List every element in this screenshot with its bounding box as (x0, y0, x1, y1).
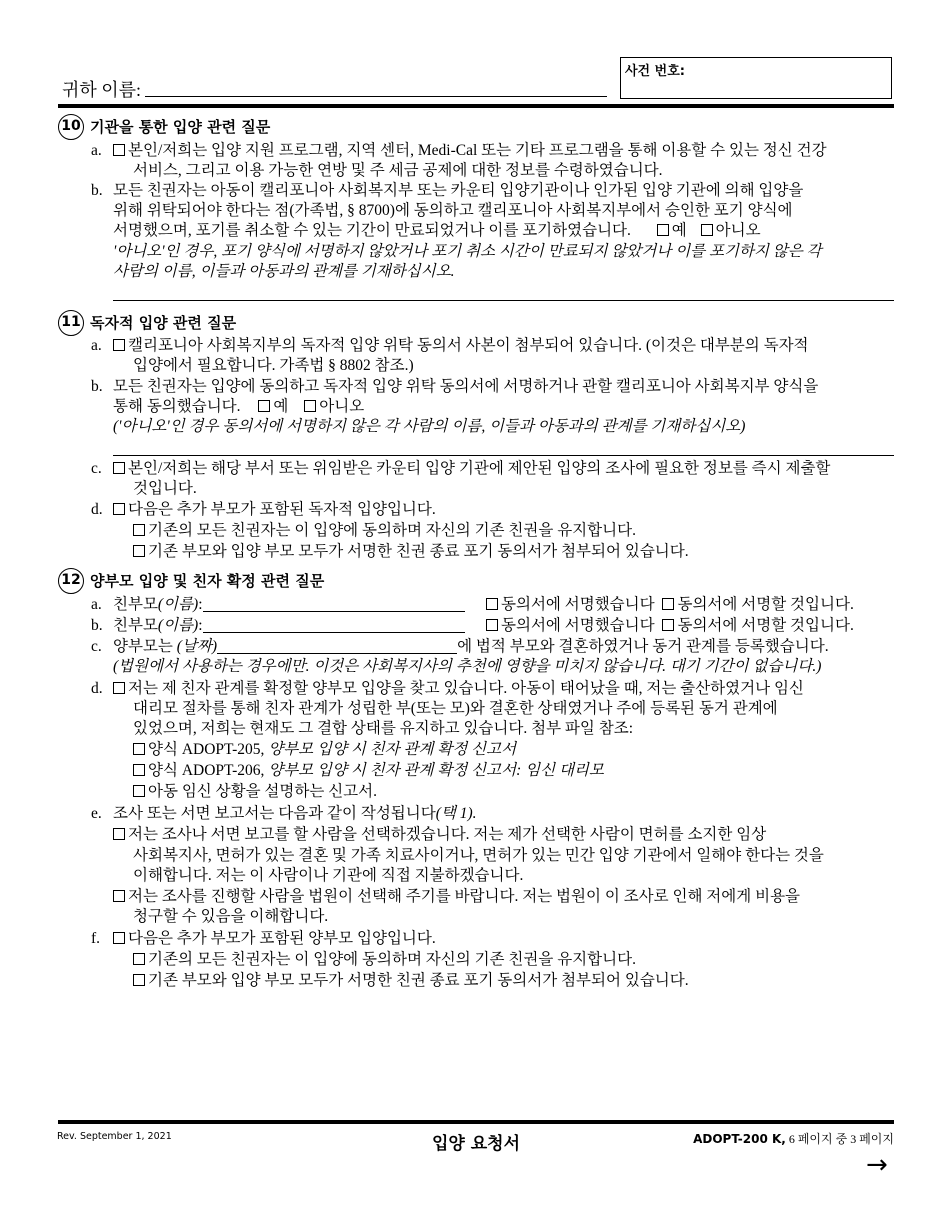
s12-d-option3-text: 아동 임신 상황을 설명하는 신고서. (148, 783, 377, 800)
s11-b-line2-text: 통해 동의했습니다. (113, 398, 241, 415)
s12-d-option2-form: 양식 ADOPT-206, (148, 762, 269, 779)
s11-d-letter: d. (91, 501, 103, 518)
s12-d-option3-checkbox[interactable] (133, 785, 145, 797)
s12-e-option1-line1 (113, 825, 766, 845)
s12-a-will-sign-checkbox[interactable] (662, 598, 674, 610)
s11-c-checkbox[interactable] (113, 462, 125, 474)
s12-f-option2 (133, 971, 689, 991)
s11-d-option1 (133, 521, 636, 541)
s12-e-option2-checkbox[interactable] (113, 890, 125, 902)
s12-f-checkbox[interactable] (113, 932, 125, 944)
s12-c-note: (법원에서 사용하는 경우에만. 이것은 사회복지사의 추천에 영향을 미치지 않습니다. 대기 기간이 없습니다.) (113, 658, 822, 675)
section-11-number: 11 (58, 310, 84, 336)
s12-d-text: 저는 제 친자 관계를 확정할 양부모 입양을 찾고 있습니다. 아동이 태어났을 때, 저는 출산하였거나 임신 (128, 680, 804, 697)
s12-f-option1 (133, 950, 636, 970)
s12-e-option1-line3: 이해합니다. 저는 이 사람이나 기관에 직접 지불하겠습니다. (133, 867, 524, 884)
section-12-number: 12 (58, 568, 84, 594)
s11-d-option2 (133, 542, 689, 562)
s11-d-option2-checkbox[interactable] (133, 545, 145, 557)
s12-e-option2-line2: 청구할 수 있음을 이해합니다. (133, 908, 329, 925)
s12-f-option1-text: 기존의 모든 친권자는 이 입양에 동의하며 자신의 기존 친권을 유지합니다. (148, 951, 636, 968)
s10-b-line3 (113, 221, 761, 241)
s12-d-option2 (133, 761, 604, 781)
s11-b-no-label: 아니오 (319, 398, 365, 415)
s12-f-option2-checkbox[interactable] (133, 974, 145, 986)
s12-d-option1-checkbox[interactable] (133, 743, 145, 755)
s12-d-letter: d. (91, 680, 103, 697)
case-number-label: 사건 번호: (625, 64, 685, 79)
s11-c-line1 (113, 459, 830, 479)
s12-f-line1 (113, 929, 436, 949)
s11-d-checkbox[interactable] (113, 503, 125, 515)
section-12-title: 양부모 입양 및 친자 확정 관련 질문 (90, 572, 325, 590)
s12-e-option2-text: 저는 조사를 진행할 사람을 법원이 선택해 주기를 바랍니다. 저는 법원이 이 조사로 인해 저에게 비용을 (128, 888, 801, 905)
footer-revision: Rev. September 1, 2021 (57, 1131, 172, 1142)
section-10-number: 10 (58, 114, 84, 140)
s10-a-checkbox[interactable] (113, 144, 125, 156)
s11-b-note: ('아니오'인 경우 동의서에 서명하지 않은 각 사람의 이름, 이들과 아동과의 관계를 기재하십시오) (113, 418, 746, 435)
s12-a-row (113, 595, 465, 615)
s12-e-option1-line2: 사회복지사, 면허가 있는 결혼 및 가족 치료사이거나, 면허가 있는 민간 입양 기관에서 일해야 한다는 것을 (133, 847, 824, 864)
s12-d-option2-title: 양부모 입양 시 친자 관계 확정 신고서: 임신 대리모 (268, 762, 604, 779)
s10-b-line2: 위해 위탁되어야 한다는 점(가족법, § 8700)에 동의하고 캘리포니아 사회복지부에서 승인한 포기 양식에 (113, 202, 793, 219)
s12-a-name-hint: (이름) (157, 596, 199, 613)
s12-d-option2-checkbox[interactable] (133, 764, 145, 776)
s11-d-text: 다음은 추가 부모가 포함된 독자적 입양입니다. (128, 501, 436, 518)
s11-b-answer-line[interactable] (113, 455, 894, 456)
s12-e-line1 (113, 804, 477, 824)
s10-b-line3-text: 서명했으며, 포기를 취소할 수 있는 기간이 만료되었거나 이를 포기하였습니다. (113, 222, 631, 239)
s11-d-option2-text: 기존 부모와 입양 부모 모두가 서명한 친권 종료 포기 동의서가 첨부되어 있습니다. (148, 543, 689, 560)
s12-d-option3 (133, 782, 377, 802)
s10-b-yes-label: 예 (671, 222, 687, 239)
s12-c-post: 에 법적 부모와 결혼하였거나 동거 관계를 등록했습니다. (457, 638, 829, 655)
s12-c-row (113, 637, 829, 657)
s12-a-will-sign-label: 동의서에 서명할 것입니다. (677, 596, 854, 613)
s10-a-text: 본인/저희는 입양 지원 프로그램, 지역 센터, Medi-Cal 또는 기타 프로그램을 통해 이용할 수 있는 정신 건강 (128, 142, 827, 159)
footer-form-id: ADOPT-200 K, (693, 1132, 786, 1146)
s12-b-will-sign-checkbox[interactable] (662, 619, 674, 631)
s12-a-label: 친부모 (113, 596, 158, 613)
s12-d-checkbox[interactable] (113, 682, 125, 694)
s11-b-no-checkbox[interactable] (304, 400, 316, 412)
s12-b-signed-label: 동의서에 서명했습니다 (501, 617, 655, 634)
s12-d-line3: 있었으며, 저희는 현재도 그 결합 상태를 유지하고 있습니다. 첨부 파일 참조: (133, 720, 633, 737)
s12-a-options (486, 595, 854, 615)
s11-b-yes-label: 예 (273, 398, 289, 415)
s11-c-line2: 것입니다. (133, 480, 197, 497)
s12-b-will-sign-label: 동의서에 서명할 것입니다. (677, 617, 854, 634)
s12-b-row (113, 616, 465, 636)
footer-page-info (693, 1130, 894, 1147)
s12-d-line2: 대리모 절차를 통해 친자 관계가 성립한 부(또는 모)와 결혼한 상태였거나 주에 등록된 동거 관계에 (133, 700, 778, 717)
s12-b-name-hint: (이름) (157, 617, 199, 634)
s11-c-letter: c. (91, 460, 102, 477)
s10-b-note1: '아니오'인 경우, 포기 양식에 서명하지 않았거나 포기 취소 시간이 만료되지 않았거나 이를 포기하지 않은 각 (113, 243, 822, 260)
s12-f-option1-checkbox[interactable] (133, 953, 145, 965)
s11-b-yes-checkbox[interactable] (258, 400, 270, 412)
s10-b-line1: 모든 친권자는 아동이 캘리포니아 사회복지부 또는 카운티 입양기관이나 인가된 입양 기관에 의해 입양을 (113, 182, 804, 199)
s12-f-option2-text: 기존 부모와 입양 부모 모두가 서명한 친권 종료 포기 동의서가 첨부되어 있습니다. (148, 972, 689, 989)
s12-c-pre: 양부모는 (113, 638, 177, 655)
section-10-title: 기관을 통한 입양 관련 질문 (90, 118, 271, 136)
your-name-label: 귀하 이름: (62, 80, 142, 100)
header-rule (58, 104, 894, 108)
s10-b-note2: 사람의 이름, 이들과 아동과의 관계를 기재하십시오. (113, 263, 455, 280)
s12-d-line1 (113, 679, 804, 699)
s12-e-letter: e. (91, 805, 102, 822)
s12-e-option1-text: 저는 조사나 서면 보고를 할 사람을 선택하겠습니다. 저는 제가 선택한 사람이 면허를 소지한 임상 (128, 826, 767, 843)
s12-b-name-field[interactable] (203, 616, 465, 633)
case-number-box[interactable] (620, 57, 892, 99)
s12-b-label: 친부모 (113, 617, 158, 634)
s11-d-option1-text: 기존의 모든 친권자는 이 입양에 동의하며 자신의 기존 친권을 유지합니다. (148, 522, 636, 539)
s12-e-option2-line1 (113, 887, 800, 907)
s12-a-signed-checkbox[interactable] (486, 598, 498, 610)
s12-d-option1 (133, 740, 516, 760)
s11-a-line2: 입양에서 필요합니다. 가족법 § 8802 참조.) (133, 357, 414, 374)
s12-f-letter: f. (91, 930, 101, 947)
s11-c-text: 본인/저희는 해당 부서 또는 위임받은 카운티 입양 기관에 제안된 입양의 조사에 필요한 정보를 즉시 제출할 (128, 460, 831, 477)
s10-a-line1 (113, 141, 827, 161)
s12-b-signed-checkbox[interactable] (486, 619, 498, 631)
s10-a-letter: a. (91, 142, 102, 159)
s11-d-option1-checkbox[interactable] (133, 524, 145, 536)
s12-b-options (486, 616, 854, 636)
s11-b-letter: b. (91, 378, 103, 395)
s12-b-letter: b. (91, 617, 103, 634)
s12-d-option1-form: 양식 ADOPT-205, (148, 741, 269, 758)
s11-a-text: 캘리포니아 사회복지부의 독자적 입양 위탁 동의서 사본이 첨부되어 있습니다. (이것은 대부분의 독자적 (128, 337, 809, 354)
s12-a-name-field[interactable] (203, 595, 465, 612)
s12-d-option1-title: 양부모 입양 시 친자 관계 확정 신고서 (268, 741, 517, 758)
s12-c-date-hint: (날짜) (176, 638, 218, 655)
s11-a-line1 (113, 336, 809, 356)
s12-a-signed-label: 동의서에 서명했습니다 (501, 596, 655, 613)
s11-b-line2 (113, 397, 364, 417)
next-page-arrow-icon[interactable]: → (866, 1150, 888, 1180)
s10-b-yes-checkbox[interactable] (657, 224, 669, 236)
s11-a-letter: a. (91, 337, 102, 354)
footer-title: 입양 요청서 (432, 1134, 521, 1154)
s11-a-checkbox[interactable] (113, 339, 125, 351)
s12-f-text: 다음은 추가 부모가 포함된 양부모 입양입니다. (128, 930, 436, 947)
s12-c-letter: c. (91, 638, 102, 655)
s10-b-answer-line[interactable] (113, 300, 894, 301)
s12-b-colon: : (198, 617, 203, 634)
s12-e-option1-checkbox[interactable] (113, 828, 125, 840)
s10-b-letter: b. (91, 182, 103, 199)
s12-a-colon: : (198, 596, 203, 613)
s12-e-choose-one: (택 1). (435, 805, 477, 822)
s12-a-letter: a. (91, 596, 102, 613)
s10-b-no-checkbox[interactable] (701, 224, 713, 236)
s11-b-line1: 모든 친권자는 입양에 동의하고 독자적 입양 위탁 동의서에 서명하거나 관할 캘리포니아 사회복지부 양식을 (113, 378, 819, 395)
s11-d-line1 (113, 500, 436, 520)
footer-rule (58, 1120, 894, 1124)
your-name-field[interactable] (145, 96, 607, 97)
footer-page-count: 6 페이지 중 3 페이지 (785, 1132, 894, 1146)
s12-e-text: 조사 또는 서면 보고서는 다음과 같이 작성됩니다 (113, 805, 436, 822)
s10-a-line2: 서비스, 그리고 이용 가능한 연방 및 주 세금 공제에 대한 정보를 수령하였습니다. (133, 162, 663, 179)
s10-b-no-label: 아니오 (715, 222, 761, 239)
section-11-title: 독자적 입양 관련 질문 (90, 314, 237, 332)
s12-c-date-field[interactable] (217, 637, 457, 654)
